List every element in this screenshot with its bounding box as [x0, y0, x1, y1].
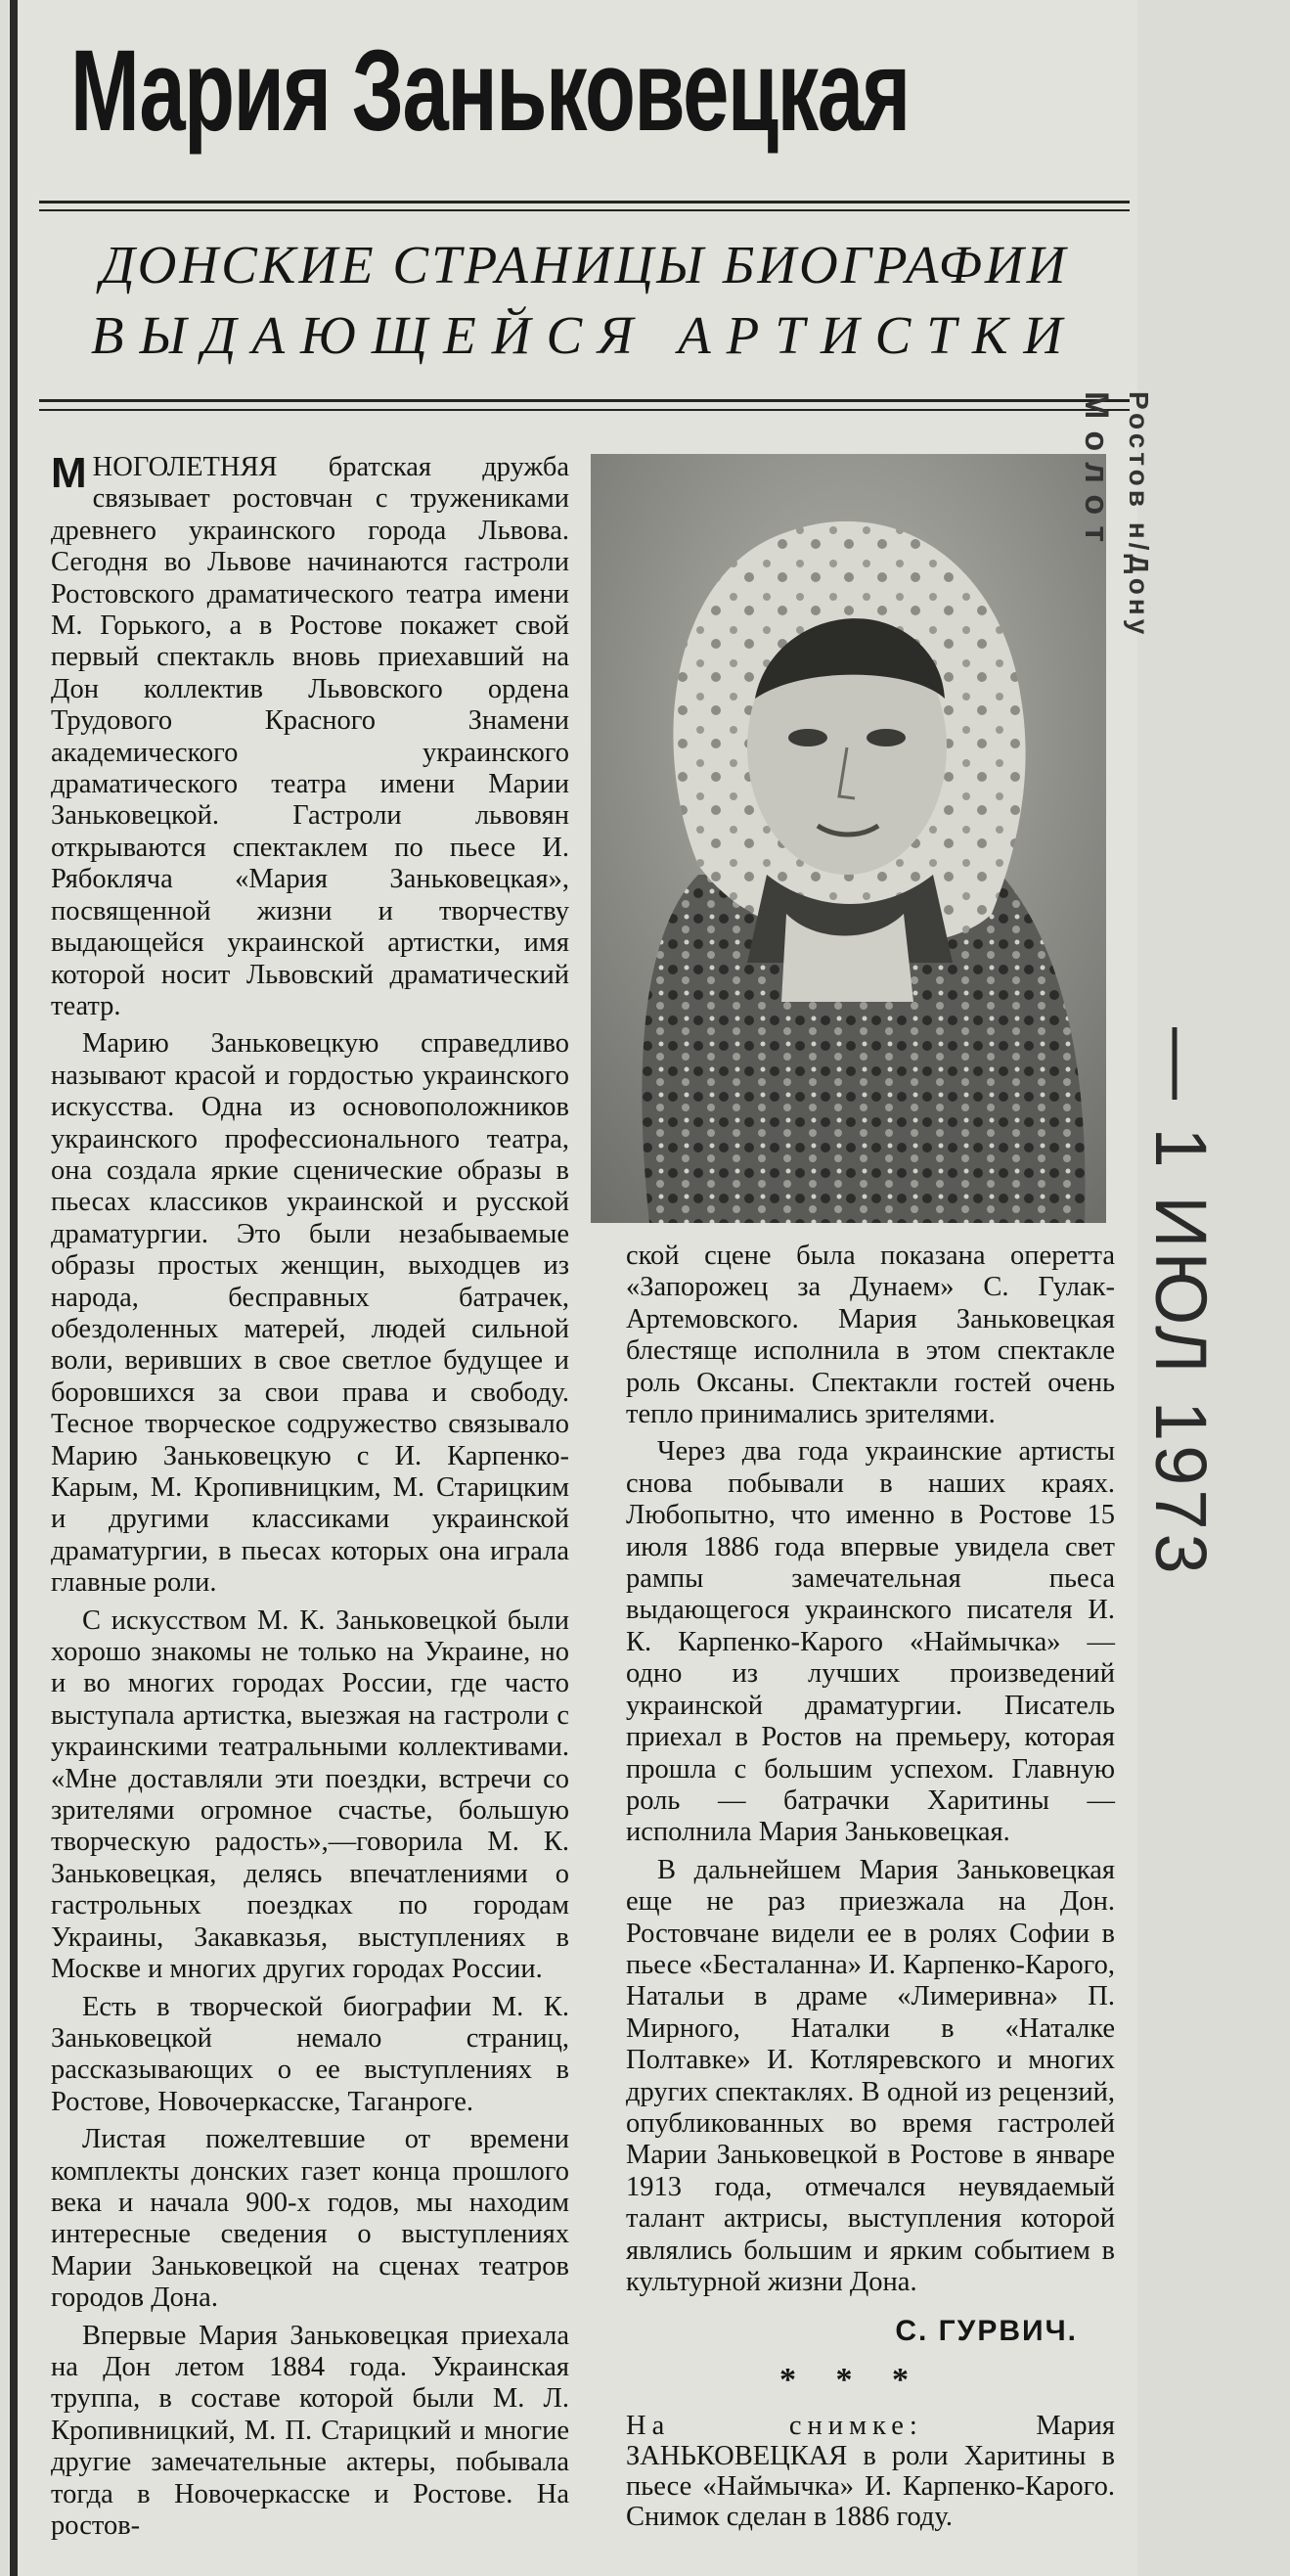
- paragraph: Есть в творческой биографии М. К. Заньковецкой немало страниц, рассказывающих о ее выступлениях в Ростове, Новочеркасске, Таганроге.: [51, 1991, 569, 2117]
- subtitle-line-2: ВЫДАЮЩЕЙСЯ АРТИСТКИ: [90, 305, 1079, 365]
- article-column-2: [626, 1241, 1115, 2304]
- caption-text: Мария ЗАНЬКОВЕЦКАЯ в роли Харитины в пьесе «Наймычка» И. Карпенко-Карого. Снимок сделан в 1886 году.: [626, 2411, 1115, 2532]
- newspaper-name: Молот: [1078, 391, 1115, 554]
- caption-lead: На снимке:: [626, 2411, 923, 2441]
- section-divider: * * *: [779, 2362, 924, 2398]
- rule-top-thin: [39, 209, 1130, 211]
- clipping-edge: [10, 0, 18, 2576]
- paragraph: МНОГОЛЕТНЯЯ братская дружба связывает ростовчан с тружениками древнего украинского города Львова. Сегодня во Львове начинаются гастроли Ростовского драматического театра имени М. Горького, а в Ростове покажет свой первый спектакль вновь приехавший на Дон коллектив Львовского ордена Трудового Красного Знамени академического украинского драматического театра имени Марии Заньковецкой. Гастроли львовян открываются спектаклем по пьесе И. Рябокляча «Мария Заньковецкая», посвященной жизни и творчеству выдающейся украинской артистки, имя которой носит Львовский драматический театр.: [51, 449, 569, 1021]
- rule-bottom: [39, 399, 1130, 402]
- paragraph: Через два года украинские артисты снова побывали в наших краях. Любопытно, что именно в Ростове 15 июля 1886 года впервые увидела свет рампы замечательная пьеса выдающегося украинского писателя И. К. Карпенко-Карого «Наймычка» — одно из лучших произведений украинской драматургии. Писатель приехал в Ростов на премьеру, которая прошла с большим успехом. Главную роль — батрачки Харитины — исполнила Мария Заньковецкая.: [626, 1436, 1115, 1848]
- paragraph: Впервые Мария Заньковецкая приехала на Дон летом 1884 года. Украинская труппа, в составе которой были М. Л. Кропивницкий, М. П. Старицкий и многие другие замечательные актеры, побывала тогда в Новочеркасске и Ростове. На ростов-: [51, 2320, 569, 2541]
- paragraph: Марию Заньковецкую справедливо называют красой и гордостью украинского искусства. Одна из основоположников украинского профессионального театра, она создала яркие сценические образы в пьесах классиков украинской и русской драматургии. Это были незабываемые образы простых женщин, выходцев из народа, бесправных батрачек, обездоленных матерей, людей сильной воли, веривших в свое светлое будущее и боровшихся за свои права и свободу. Тесное творческое содружество связывало Марию Заньковецкую с И. Карпенко-Карым, М. Кропивницким, М. Старицким и другими классиками украинской драматургии, в пьесах которых она играла главные роли.: [51, 1028, 569, 1599]
- paragraph: В дальнейшем Мария Заньковецкая еще не раз приезжала на Дон. Ростовчане видели ее в ролях Софии в пьесе «Бесталанна» И. Карпенко-Карого, Натальи в драме «Лимеривна» П. Мирного, Наталки в «Наталке Полтавке» И. Котляревского и многих других спектаклях. В одной из рецензий, опубликованных во время гастролей Марии Заньковецкой в Ростове в январе 1913 года, отмечался неувядаемый талант актрисы, выступления которой являлись большим и ярким событием в культурной жизни Дона.: [626, 1854, 1115, 2297]
- subtitle-line-1: ДОНСКИЕ СТРАНИЦЫ БИОГРАФИИ: [100, 235, 1069, 294]
- newspaper-city: Ростов н/Дону: [1124, 391, 1154, 639]
- paragraph: Листая пожелтевшие от времени комплекты донских газет конца прошлого века и начала 900-х годов, мы находим интересные сведения о выступлениях Марии Заньковецкой на сценах театров городов Дона.: [51, 2124, 569, 2314]
- date-stamp: — 1 ИЮЛ 1973: [1140, 1027, 1222, 1578]
- paragraph: С искусством М. К. Заньковецкой были хорошо знакомы не только на Украине, но и во многих городах России, где часто выступала артистка, выезжая на гастроли с украинскими театральными коллективами. «Мне доставляли эти поездки, встречи со зрителями огромное счастье, большую творческую радость»,—говорила М. К. Заньковецкая, делясь впечатлениями о гастрольных поездках по городам Украины, Закавказья, выступлениях в Москве и многих других городах России.: [51, 1604, 569, 1985]
- headline: Мария Заньковецкая: [70, 26, 910, 156]
- article-column-1: [51, 449, 569, 2548]
- rule-top: [39, 201, 1130, 203]
- author-signature: С. ГУРВИЧ.: [895, 2315, 1078, 2347]
- drop-cap: М: [51, 449, 87, 497]
- rule-bottom-thin: [39, 409, 1130, 411]
- paragraph: ской сцене была показана оперетта «Запорожец за Дунаем» С. Гулак-Артемовского. Мария Заньковецкая блестяще исполнила в этом спектакле роль Оксаны. Спектакли гостей очень тепло принимались зрителями.: [626, 1241, 1115, 1430]
- photo-caption: [626, 2411, 1115, 2532]
